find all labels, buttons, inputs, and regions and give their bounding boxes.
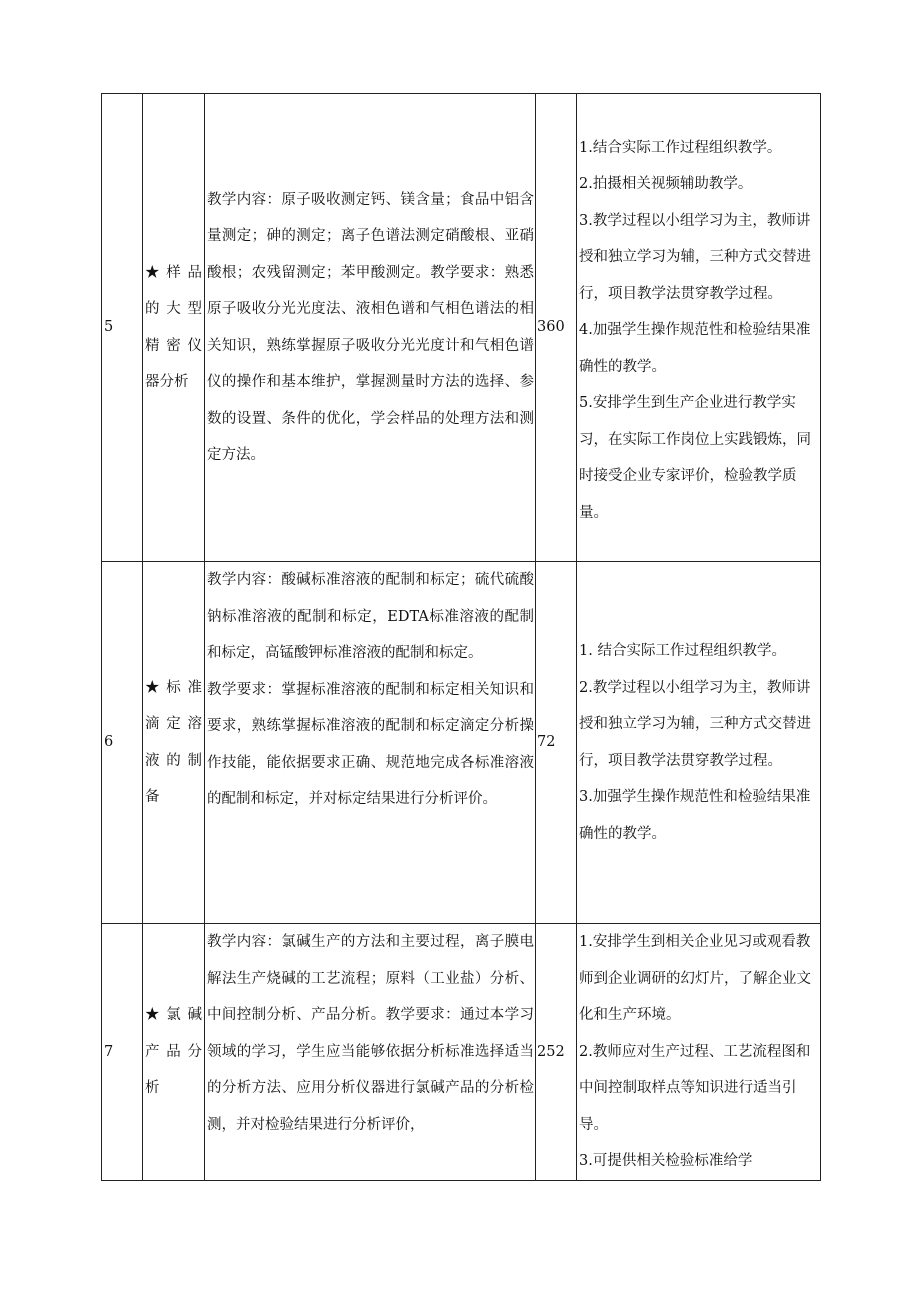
method-item: 3.加强学生操作规范性和检验结果准确性的教学。: [579, 789, 811, 842]
teaching-methods: [577, 924, 821, 1181]
module-content: [205, 562, 536, 924]
row-number: 6: [102, 562, 143, 924]
method-item: 1.结合实际工作过程组织教学。: [579, 139, 782, 156]
method-item: 5.安排学生到生产企业进行教学实习，在实际工作岗位上实践锻炼，同时接受企业专家评价，检验教学质量。: [579, 395, 811, 521]
content-paragraph: 教学内容：原子吸收测定钙、镁含量；食品中铝含量测定；砷的测定；离子色谱法测定硝酸根、亚硝酸根；农残留测定；苯甲酸测定。教学要求：熟悉原子吸收分光光度法、液相色谱和气相色谱法的相关知识，熟练掌握原子吸收分光光度计和气相色谱仪的操作和基本维护，掌握测量时方法的选择、参数的设置、条件的优化，学会样品的处理方法和测定方法。: [207, 191, 534, 463]
content-paragraph: 教学内容：酸碱标准溶液的配制和标定；硫代硫酸钠标准溶液的配制和标定，EDTA标准溶液的配制和标定，高锰酸钾标准溶液的配制和标定。: [207, 572, 534, 661]
module-name: ★样品的大型精密仪器分析: [143, 94, 205, 562]
content-paragraph: 教学要求：掌握标准溶液的配制和标定相关知识和要求，熟练掌握标准溶液的配制和标定滴定分析操作技能，能依据要求正确、规范地完成各标准溶液的配制和标定，并对标定结果进行分析评价。: [207, 681, 534, 807]
table-row: [102, 924, 821, 1181]
module-name: ★氯碱产品分析: [143, 924, 205, 1181]
row-number: 5: [102, 94, 143, 562]
course-table: [101, 93, 821, 1181]
hours: 72: [536, 562, 577, 924]
teaching-methods: [577, 562, 821, 924]
module-content: [205, 94, 536, 562]
method-item: 1.安排学生到相关企业见习或观看教师到企业调研的幻灯片，了解企业文化和生产环境。: [579, 934, 811, 1023]
method-item: 1. 结合实际工作过程组织教学。: [579, 643, 786, 659]
table-row: [102, 94, 821, 562]
method-item: 2.拍摄相关视频辅助教学。: [579, 176, 753, 193]
hours: 252: [536, 924, 577, 1181]
hours: 360: [536, 94, 577, 562]
row-number: 7: [102, 924, 143, 1181]
module-content: [205, 924, 536, 1181]
module-name: ★标准滴定溶液的制备: [143, 562, 205, 924]
method-item: 2.教学过程以小组学习为主，教师讲授和独立学习为辅，三种方式交替进行，项目教学法贯穿教学过程。: [579, 679, 811, 769]
teaching-methods: [577, 94, 821, 562]
method-item: 3.教学过程以小组学习为主，教师讲授和独立学习为辅，三种方式交替进行，项目教学法贯穿教学过程。: [579, 212, 811, 302]
method-item: 4.加强学生操作规范性和检验结果准确性的教学。: [579, 322, 811, 375]
method-item: 2.教师应对生产过程、工艺流程图和中间控制取样点等知识进行适当引导。: [579, 1043, 811, 1133]
content-paragraph: 教学内容：氯碱生产的方法和主要过程，离子膜电解法生产烧碱的工艺流程；原料（工业盐）分析、中间控制分析、产品分析。教学要求：通过本学习领域的学习，学生应当能够依据分析标准选择适当的分析方法、应用分析仪器进行氯碱产品的分析检测，并对检验结果进行分析评价，: [207, 934, 534, 1133]
method-item: 3.可提供相关检验标准给学: [579, 1153, 753, 1169]
table-row: [102, 562, 821, 924]
